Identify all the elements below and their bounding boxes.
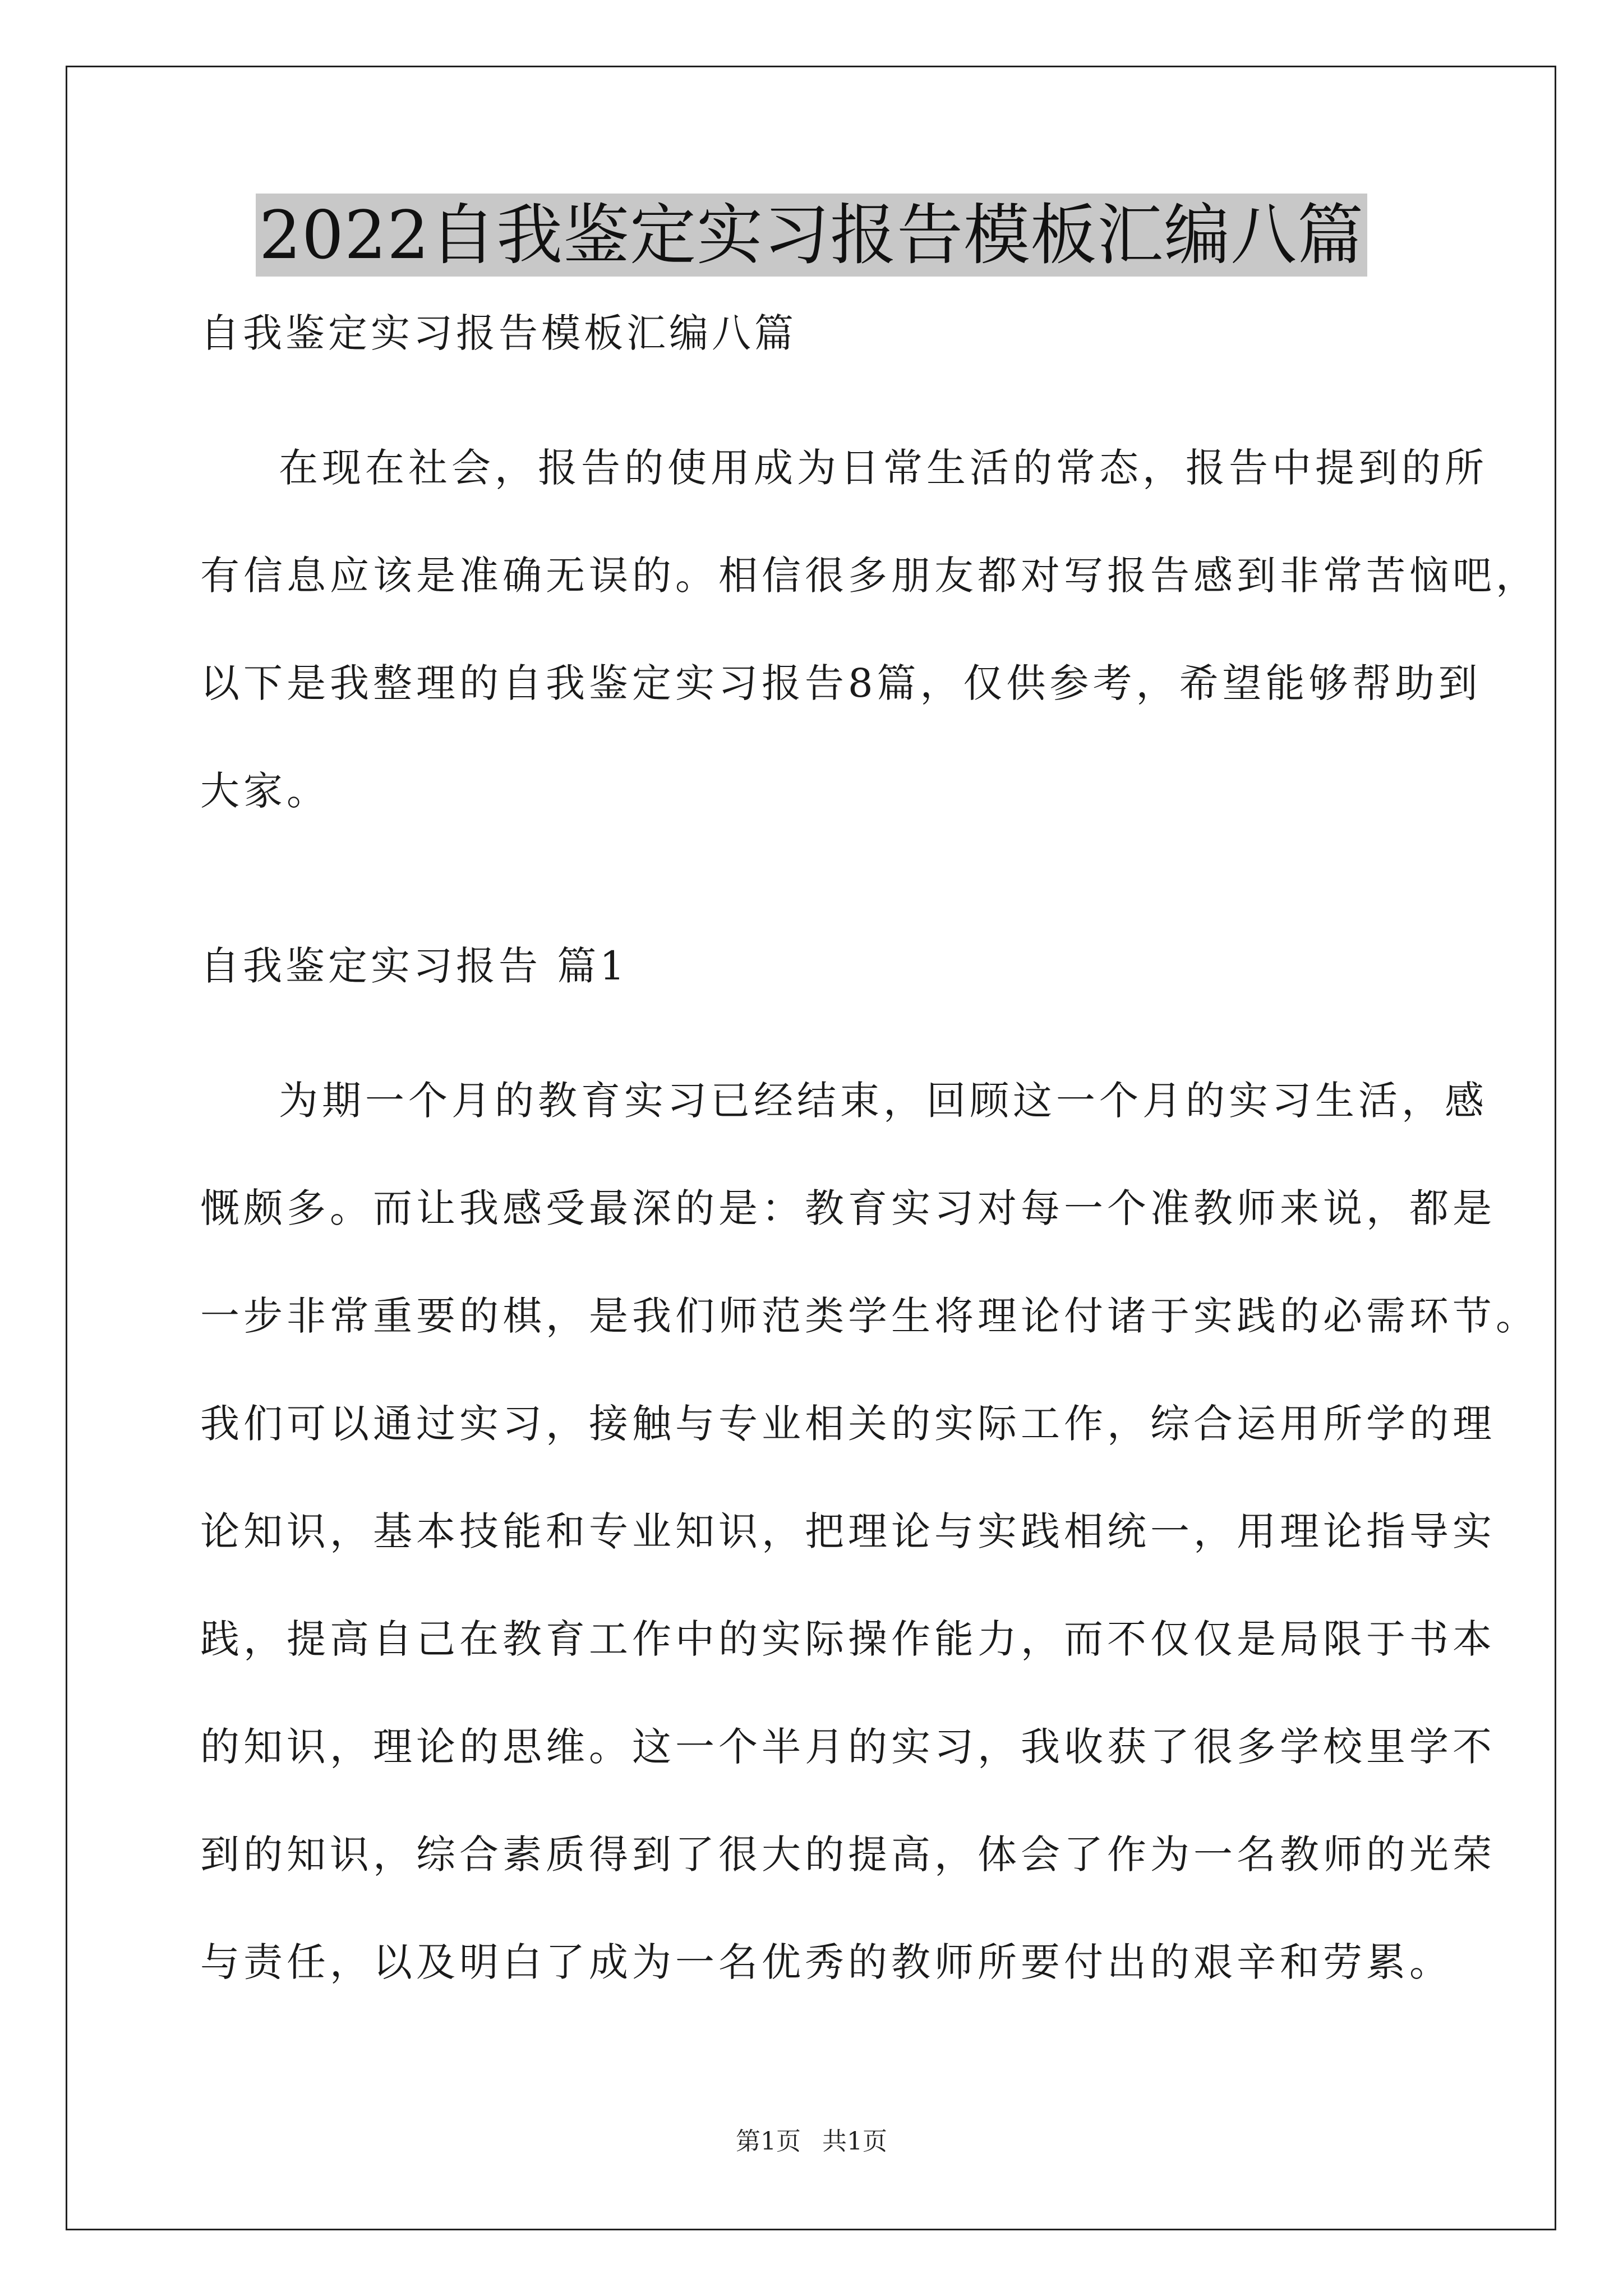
intro-paragraph <box>200 414 1539 845</box>
section1-line: 一步非常重要的棋，是我们师范类学生将理论付诸于实践的必需环节。 <box>200 1293 1539 1339</box>
section1-line: 论知识，基本技能和专业知识，把理论与实践相统一，用理论指导实 <box>200 1508 1496 1554</box>
page-number-current: 第1页 <box>736 2127 801 2156</box>
document-body <box>200 307 1539 2016</box>
section1-line: 我们可以通过实习，接触与专业相关的实际工作，综合运用所学的理 <box>200 1401 1496 1447</box>
intro-line: 以下是我整理的自我鉴定实习报告8篇，仅供参考，希望能够帮助到 <box>200 660 1482 706</box>
section1-line: 的知识，理论的思维。这一个半月的实习，我收获了很多学校里学不 <box>200 1724 1496 1770</box>
section1-line: 慨颇多。而让我感受最深的是：教育实习对每一个准教师来说，都是 <box>200 1185 1496 1231</box>
intro-line: 在现在社会，报告的使用成为日常生活的常态，报告中提到的所 <box>279 445 1488 491</box>
section1-line: 践，提高自己在教育工作中的实际操作能力，而不仅仅是局限于书本 <box>200 1616 1496 1662</box>
document-title: 2022自我鉴定实习报告模板汇编八篇 <box>256 194 1367 277</box>
section1-paragraph <box>200 1047 1539 2016</box>
page-number-total: 共1页 <box>822 2127 887 2156</box>
title-container <box>0 194 1623 277</box>
section1-line: 与责任，以及明白了成为一名优秀的教师所要付出的艰辛和劳累。 <box>200 1939 1453 1985</box>
intro-line: 有信息应该是准确无误的。相信很多朋友都对写报告感到非常苦恼吧， <box>200 553 1539 599</box>
section1-line: 为期一个月的教育实习已经结束，回顾这一个月的实习生活，感 <box>279 1078 1488 1124</box>
intro-line: 大家。 <box>200 768 330 814</box>
page-footer <box>0 2126 1623 2157</box>
document-subtitle: 自我鉴定实习报告模板汇编八篇 <box>200 310 797 356</box>
section-heading: 自我鉴定实习报告 篇1 <box>200 943 628 989</box>
section1-line: 到的知识，综合素质得到了很大的提高，体会了作为一名教师的光荣 <box>200 1832 1496 1878</box>
